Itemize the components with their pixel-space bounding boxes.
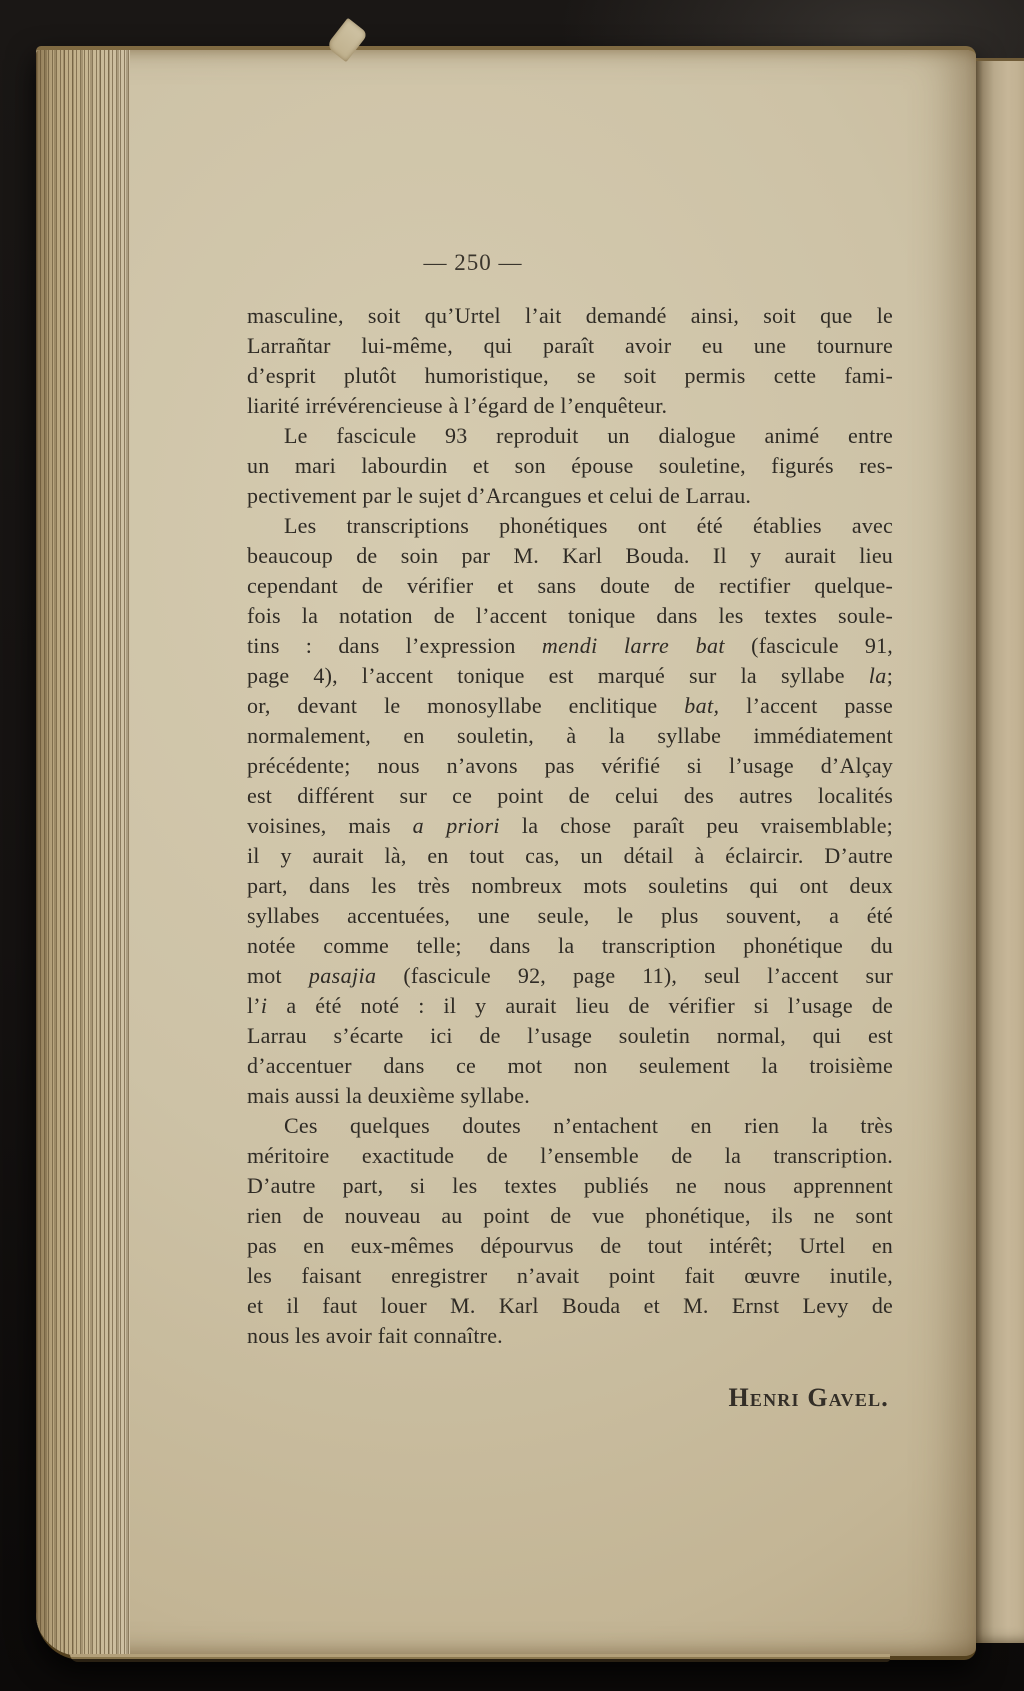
text-line: page 4), l’accent tonique est marqué sur la syllabe la; bbox=[247, 663, 893, 688]
text-line: tins : dans l’expression mendi larre bat (fascicule 91, bbox=[247, 633, 893, 658]
book-page bbox=[36, 46, 976, 1660]
text-line: D’autre part, si les textes publiés ne nous apprennent bbox=[247, 1173, 893, 1198]
text-line: notée comme telle; dans la transcription phonétique du bbox=[247, 933, 893, 958]
text-line: l’i a été noté : il y aurait lieu de vérifier si l’usage de bbox=[247, 993, 893, 1018]
text-line: part, dans les très nombreux mots souletins qui ont deux bbox=[247, 873, 893, 898]
paragraph bbox=[247, 301, 893, 421]
text-line: Larrau s’écarte ici de l’usage souletin normal, qui est bbox=[247, 1023, 893, 1048]
text-line: fois la notation de l’accent tonique dans les textes soule- bbox=[247, 603, 893, 628]
text-line: Ces quelques doutes n’entachent en rien la très bbox=[284, 1113, 893, 1138]
author-first-name: Henri bbox=[728, 1383, 800, 1412]
text-line: Les transcriptions phonétiques ont été établies avec bbox=[284, 513, 893, 538]
text-line: mais aussi la deuxième syllabe. bbox=[247, 1083, 530, 1108]
author-last-name: Gavel. bbox=[799, 1383, 889, 1412]
text-line: normalement, en souletin, à la syllabe immédiatement bbox=[247, 723, 893, 748]
text-line: pas en eux-mêmes dépourvus de tout intérêt; Urtel en bbox=[247, 1233, 893, 1258]
text-block bbox=[247, 301, 893, 1413]
text-line: pectivement par le sujet d’Arcangues et celui de Larrau. bbox=[247, 483, 752, 508]
text-line: mot pasajia (fascicule 92, page 11), seul l’accent sur bbox=[247, 963, 893, 988]
text-line: masculine, soit qu’Urtel l’ait demandé ainsi, soit que le bbox=[247, 303, 893, 328]
next-page-edge bbox=[976, 58, 1024, 1643]
text-line: syllabes accentuées, une seule, le plus souvent, a été bbox=[247, 903, 893, 928]
text-line: il y aurait là, en tout cas, un détail à éclaircir. D’autre bbox=[247, 843, 893, 868]
text-line: voisines, mais a priori la chose paraît peu vraisemblable; bbox=[247, 813, 893, 838]
text-line: Le fascicule 93 reproduit un dialogue animé entre bbox=[284, 423, 893, 448]
text-line: les faisant enregistrer n’avait point fait œuvre inutile, bbox=[247, 1263, 893, 1288]
text-line: cependant de vérifier et sans doute de rectifier quelque- bbox=[247, 573, 893, 598]
text-line: liarité irrévérencieuse à l’égard de l’enquêteur. bbox=[247, 393, 668, 418]
text-line: d’esprit plutôt humoristique, se soit permis cette fami- bbox=[247, 363, 893, 388]
text-line: méritoire exactitude de l’ensemble de la transcription. bbox=[247, 1143, 893, 1168]
text-line: Larrañtar lui-même, qui paraît avoir eu une tournure bbox=[247, 333, 893, 358]
text-line: et il faut louer M. Karl Bouda et M. Ernst Levy de bbox=[247, 1293, 893, 1318]
text-line: beaucoup de soin par M. Karl Bouda. Il y aurait lieu bbox=[247, 543, 893, 568]
page-number: — 250 — bbox=[423, 250, 523, 275]
paragraph bbox=[247, 421, 893, 511]
text-line: nous les avoir fait connaître. bbox=[247, 1323, 503, 1348]
text-line: précédente; nous n’avons pas vérifié si l’usage d’Alçay bbox=[247, 753, 893, 778]
text-line: rien de nouveau au point de vue phonétique, ils ne sont bbox=[247, 1203, 893, 1228]
page-edges-stack bbox=[36, 50, 130, 1656]
bottom-page-edges bbox=[70, 1654, 890, 1662]
paragraph bbox=[247, 1111, 893, 1351]
paragraph bbox=[247, 511, 893, 1111]
text-line: d’accentuer dans ce mot non seulement la troisième bbox=[247, 1053, 893, 1078]
text-line: un mari labourdin et son épouse souletine, figurés res- bbox=[247, 453, 893, 478]
text-line: or, devant le monosyllabe enclitique bat, l’accent passe bbox=[247, 693, 893, 718]
text-line: est différent sur ce point de celui des autres localités bbox=[247, 783, 893, 808]
author-signature bbox=[247, 1383, 893, 1413]
